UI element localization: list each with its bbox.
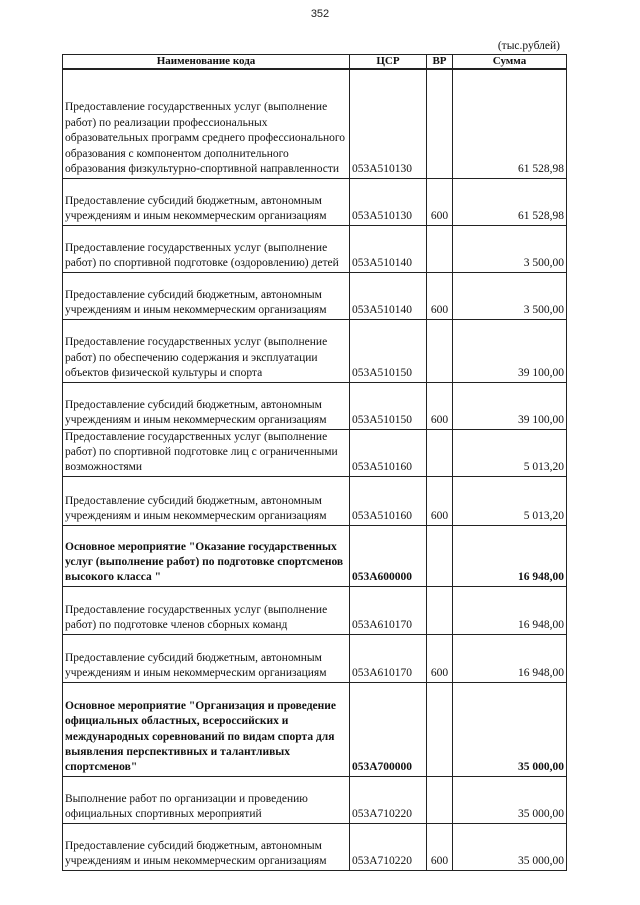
row-name: Предоставление государственных услуг (выполнение работ) по спортивной подготовке (оздоровлению) детей <box>63 225 350 272</box>
row-sum: 3 500,00 <box>453 272 567 319</box>
row-name: Предоставление государственных услуг (выполнение работ) по обеспечению содержания и эксплуатации объектов физической культуры и спорта <box>63 319 350 382</box>
row-name: Предоставление субсидий бюджетным, автономным учреждениям и иным некоммерческим организациям <box>63 382 350 429</box>
row-vr <box>427 225 453 272</box>
row-csr: 053А700000 <box>350 682 427 776</box>
row-csr: 053А510130 <box>350 178 427 225</box>
row-vr <box>427 776 453 823</box>
page-number: 352 <box>310 8 330 20</box>
row-sum: 3 500,00 <box>453 225 567 272</box>
row-csr: 053А510140 <box>350 272 427 319</box>
header-csr: ЦСР <box>350 55 427 70</box>
row-vr <box>427 429 453 476</box>
row-sum: 5 013,20 <box>453 429 567 476</box>
row-csr: 053А510160 <box>350 476 427 525</box>
table-row <box>63 69 567 178</box>
table-row <box>63 823 567 870</box>
row-name: Предоставление субсидий бюджетным, автономным учреждениям и иным некоммерческим организациям <box>63 823 350 870</box>
row-csr: 053А710220 <box>350 776 427 823</box>
row-vr: 600 <box>427 823 453 870</box>
row-name: Предоставление субсидий бюджетным, автономным учреждениям и иным некоммерческим организациям <box>63 634 350 682</box>
row-vr <box>427 319 453 382</box>
row-vr: 600 <box>427 476 453 525</box>
table-row <box>63 382 567 429</box>
row-csr: 053А510150 <box>350 319 427 382</box>
budget-table <box>62 54 567 871</box>
table-row <box>63 319 567 382</box>
row-sum: 5 013,20 <box>453 476 567 525</box>
table-row <box>63 178 567 225</box>
row-sum: 39 100,00 <box>453 382 567 429</box>
row-csr: 053А510130 <box>350 69 427 178</box>
table-row <box>63 429 567 476</box>
table-row <box>63 586 567 634</box>
row-sum: 61 528,98 <box>453 69 567 178</box>
row-vr: 600 <box>427 272 453 319</box>
row-vr: 600 <box>427 178 453 225</box>
table-row <box>63 272 567 319</box>
row-name: Предоставление субсидий бюджетным, автономным учреждениям и иным некоммерческим организациям <box>63 476 350 525</box>
row-csr: 053А510140 <box>350 225 427 272</box>
row-csr: 053А710220 <box>350 823 427 870</box>
row-sum: 61 528,98 <box>453 178 567 225</box>
row-vr: 600 <box>427 382 453 429</box>
row-sum: 39 100,00 <box>453 319 567 382</box>
row-csr: 053А510150 <box>350 382 427 429</box>
row-name: Предоставление государственных услуг (выполнение работ) по спортивной подготовке лиц с ограниченными возможностями <box>63 429 350 476</box>
row-vr <box>427 586 453 634</box>
header-sum: Сумма <box>453 55 567 70</box>
row-vr <box>427 69 453 178</box>
table-row-main-activity <box>63 525 567 586</box>
row-vr <box>427 682 453 776</box>
row-csr: 053А610170 <box>350 586 427 634</box>
row-name: Предоставление субсидий бюджетным, автономным учреждениям и иным некоммерческим организациям <box>63 272 350 319</box>
row-name: Основное мероприятие "Организация и проведение официальных областных, всероссийских и международных соревнований по видам спорта для выявления перспективных и талантливых спортсменов" <box>63 682 350 776</box>
row-name: Выполнение работ по организации и проведению официальных спортивных мероприятий <box>63 776 350 823</box>
header-vr: ВР <box>427 55 453 70</box>
table-row <box>63 634 567 682</box>
row-sum: 35 000,00 <box>453 682 567 776</box>
header-name: Наименование кода <box>63 55 350 70</box>
row-sum: 35 000,00 <box>453 776 567 823</box>
table-row <box>63 476 567 525</box>
row-sum: 16 948,00 <box>453 525 567 586</box>
row-sum: 16 948,00 <box>453 634 567 682</box>
row-name: Предоставление субсидий бюджетным, автономным учреждениям и иным некоммерческим организациям <box>63 178 350 225</box>
units-label: (тыс.рублей) <box>497 40 560 52</box>
row-csr: 053А610170 <box>350 634 427 682</box>
table-row <box>63 776 567 823</box>
row-name: Предоставление государственных услуг (выполнение работ) по реализации профессиональных образовательных программ среднего профессионального образования с компонентом дополнительного образования физкультурно-спортивной направленности <box>63 69 350 178</box>
row-csr: 053А510160 <box>350 429 427 476</box>
table-row <box>63 225 567 272</box>
row-vr <box>427 525 453 586</box>
row-csr: 053А600000 <box>350 525 427 586</box>
row-vr: 600 <box>427 634 453 682</box>
table-header-row <box>63 55 567 70</box>
row-name: Основное мероприятие "Оказание государственных услуг (выполнение работ) по подготовке спортсменов высокого класса " <box>63 525 350 586</box>
row-name: Предоставление государственных услуг (выполнение работ) по подготовке членов сборных команд <box>63 586 350 634</box>
row-sum: 16 948,00 <box>453 586 567 634</box>
row-sum: 35 000,00 <box>453 823 567 870</box>
table-row-main-activity <box>63 682 567 776</box>
